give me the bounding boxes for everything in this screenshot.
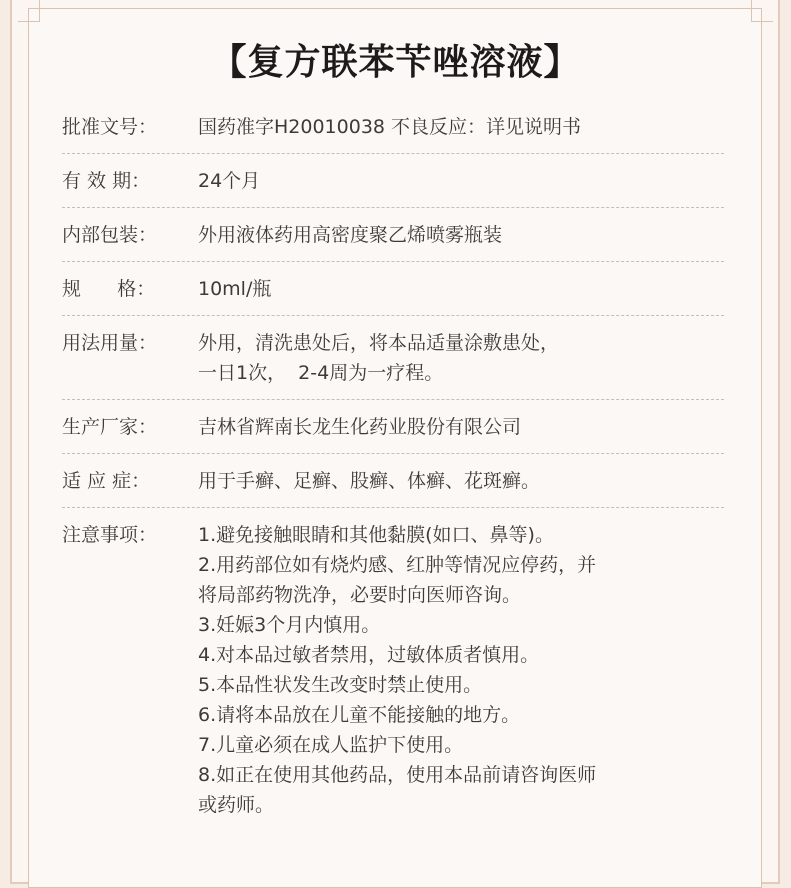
usage-dosage-value [198, 328, 724, 388]
validity-text: 24个月 [198, 170, 261, 192]
specification-label [62, 274, 198, 304]
approval-number-label: 批准文号： [62, 116, 158, 138]
specification-text: 10ml/瓶 [198, 278, 272, 300]
precaution-item-continuation: 或药师。 [198, 794, 275, 816]
row-approval-number [62, 100, 724, 154]
precaution-item: 8.如正在使用其他药品，使用本品前请咨询医师 [198, 764, 597, 786]
precaution-item: 4.对本品过敏者禁用，过敏体质者慎用。 [198, 644, 540, 666]
row-precautions [62, 508, 724, 831]
indications-text: 用于手癣、足癣、股癣、体癣、花斑癣。 [198, 470, 541, 492]
row-manufacturer [62, 400, 724, 454]
approval-number-value [198, 112, 724, 142]
precaution-item: 7.儿童必须在成人监护下使用。 [198, 734, 464, 756]
indications-value [198, 466, 724, 496]
precaution-item: 6.请将本品放在儿童不能接触的地方。 [198, 704, 521, 726]
indications-label: 适 应 症： [62, 470, 151, 492]
frame-corner-top-left [18, 0, 40, 22]
precaution-item: 3.妊娠3个月内慎用。 [198, 614, 381, 636]
manufacturer-label: 生产厂家： [62, 416, 158, 438]
specification-label-text: 规 格： [62, 278, 156, 300]
row-usage-dosage [62, 316, 724, 400]
info-table [62, 100, 724, 831]
packaging-value [198, 220, 724, 250]
manufacturer-value [198, 412, 724, 442]
packaging-text: 外用液体药用高密度聚乙烯喷雾瓶装 [198, 224, 503, 246]
validity-value [198, 166, 724, 196]
row-validity [62, 154, 724, 208]
usage-dosage-line-2: 一日1次， 2-4周为一疗程。 [198, 362, 444, 384]
row-packaging [62, 208, 724, 262]
specification-value [198, 274, 724, 304]
frame-corner-top-right [751, 0, 773, 22]
packaging-label: 内部包装： [62, 224, 158, 246]
precaution-item: 1.避免接触眼睛和其他黏膜(如口、鼻等)。 [198, 524, 554, 546]
precaution-item: 2.用药部位如有烧灼感、红肿等情况应停药，并 [198, 554, 597, 576]
precautions-list [198, 520, 724, 820]
usage-dosage-label: 用法用量： [62, 332, 158, 354]
precautions-label: 注意事项： [62, 524, 158, 546]
precaution-item-continuation: 将局部药物洗净，必要时向医师咨询。 [198, 584, 522, 606]
approval-number-text: 国药准字H20010038 不良反应：详见说明书 [198, 116, 582, 138]
row-specification [62, 262, 724, 316]
precaution-item: 5.本品性状发生改变时禁止使用。 [198, 674, 483, 696]
row-indications [62, 454, 724, 508]
manufacturer-text: 吉林省辉南长龙生化药业股份有限公司 [198, 416, 522, 438]
validity-label: 有 效 期： [62, 170, 151, 192]
usage-dosage-line-1: 外用，清洗患处后，将本品适量涂敷患处， [198, 332, 560, 354]
product-title: 【复方联苯苄唑溶液】 [210, 42, 581, 83]
